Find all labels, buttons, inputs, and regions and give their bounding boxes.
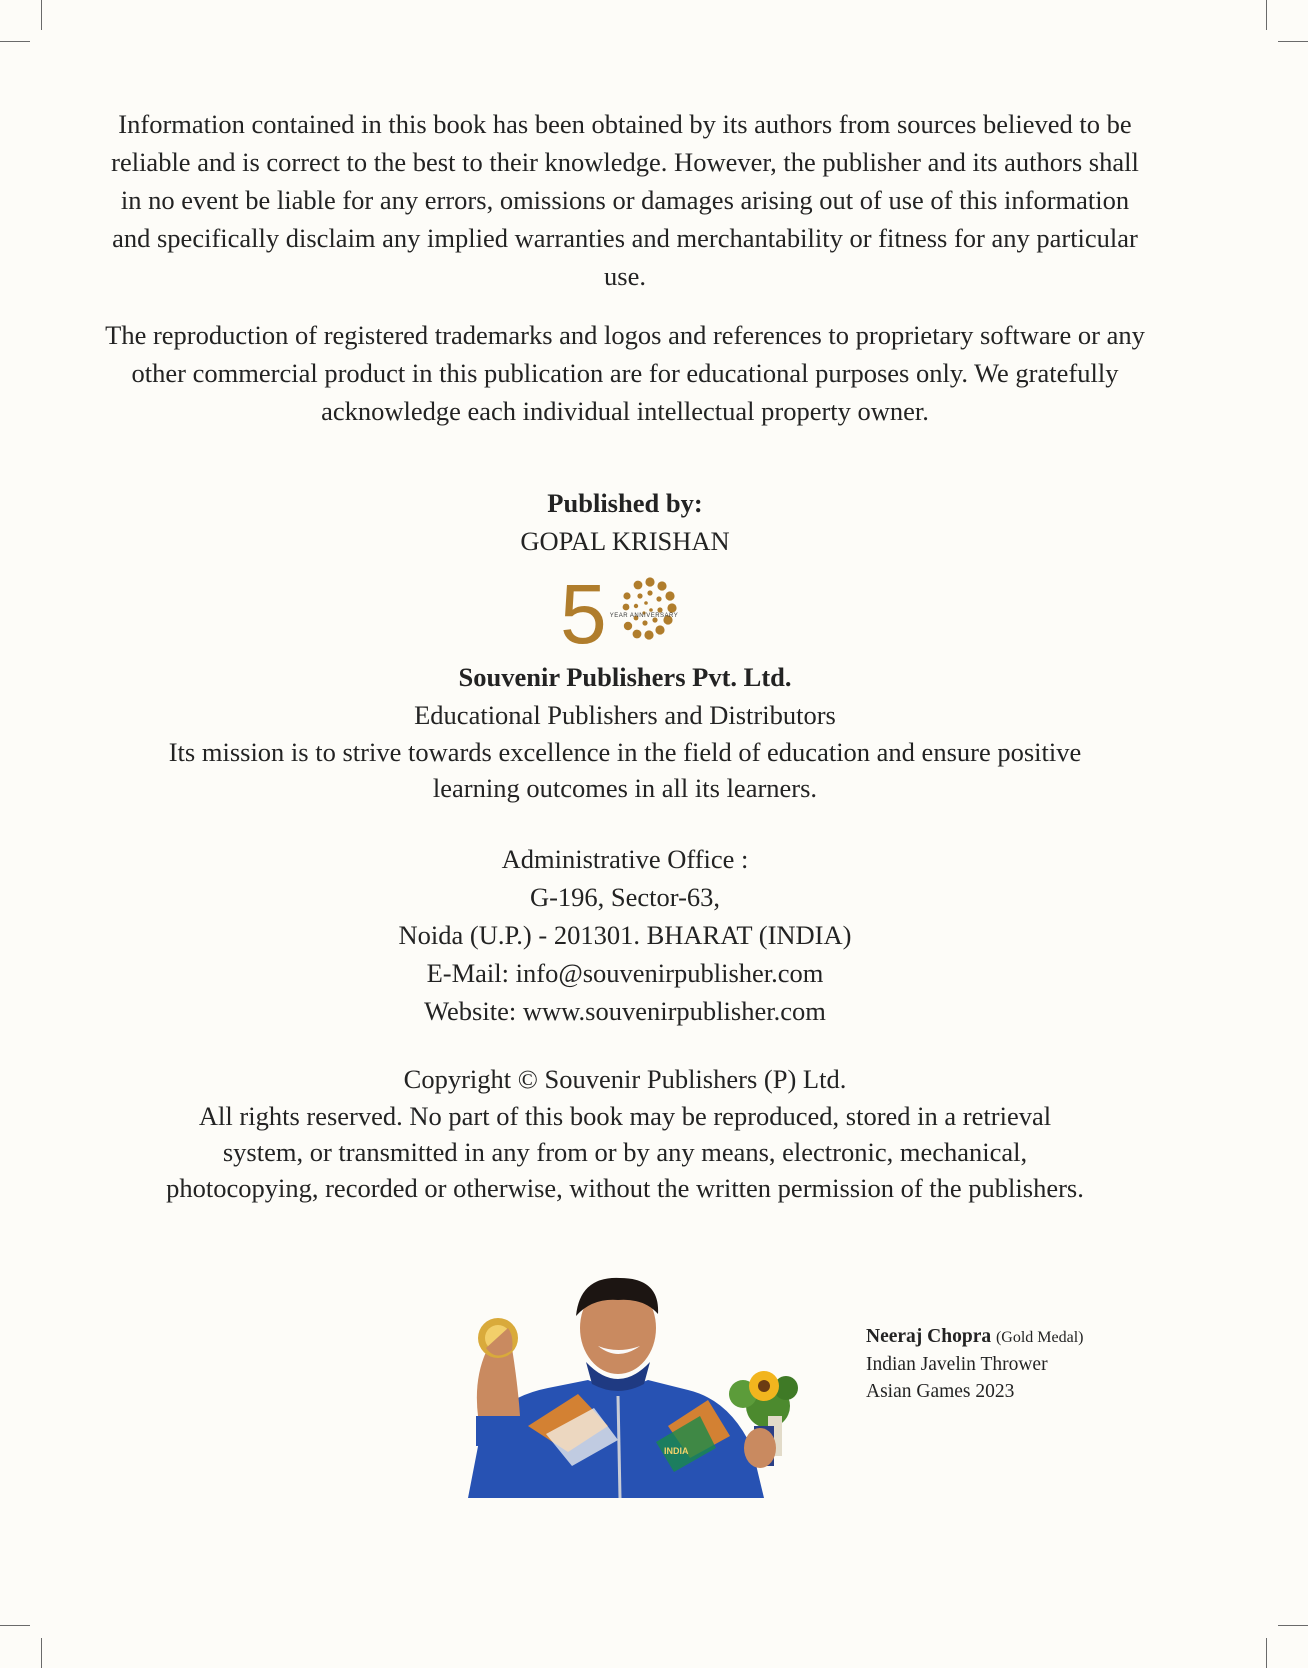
crop-mark [41, 1638, 42, 1668]
address-section [100, 840, 1150, 1030]
logo-number: 5 [560, 576, 607, 648]
caption-line-3: Asian Games 2023 [866, 1381, 1015, 1402]
company-section [100, 658, 1150, 806]
address-heading: Administrative Office : [501, 844, 749, 874]
crop-mark [41, 0, 42, 30]
anniversary-logo [560, 576, 686, 648]
logo-dot-ring [623, 577, 677, 639]
caption-name: Neeraj Chopra [866, 1326, 992, 1347]
crop-mark [1266, 0, 1267, 30]
company-name: Souvenir Publishers Pvt. Ltd. [458, 662, 792, 692]
rights-text: All rights reserved. No part of this book may be reproduced, stored in a retrieval system, or transmitted in any from or by any means, electronic, mechanical, photocopying, recorded or otherwise, without the written permission of the publishers. [166, 1101, 1084, 1203]
address-line-1: G-196, Sector-63, [529, 882, 721, 912]
trademark-section [100, 316, 1150, 430]
crop-mark [0, 1625, 30, 1626]
publisher-name: GOPAL KRISHAN [520, 526, 730, 556]
address-line-2: Noida (U.P.) - 201301. BHARAT (INDIA) [398, 920, 852, 950]
copyright-notice: Copyright © Souvenir Publishers (P) Ltd. [403, 1064, 847, 1094]
published-by-label: Published by: [547, 488, 703, 518]
company-tagline: Educational Publishers and Distributors [414, 700, 836, 730]
crop-mark [1266, 1638, 1267, 1668]
crop-mark [1278, 1625, 1308, 1626]
trademark-text: The reproduction of registered trademarks and logos and references to proprietary software or any other commercial product in this publication are for educational purposes only. We gratefully acknowledge each individual intellectual property owner. [105, 320, 1145, 426]
disclaimer-text: Information contained in this book has been obtained by its authors from sources believed to be reliable and is correct to the best to their knowledge. However, the publisher and its authors shall in no event be liable for any errors, omissions or damages arising out of use of this information and specifically disclaim any implied warranties and merchantability or fitness for any particular use. [111, 109, 1139, 291]
jersey-text: INDIA [664, 1446, 689, 1456]
published-by-label-wrap [100, 484, 1150, 522]
caption-line-1 [866, 1323, 1084, 1351]
website-line: Website: www.souvenirpublisher.com [424, 996, 826, 1026]
photo-caption [866, 1323, 1084, 1405]
caption-line-2: Indian Javelin Thrower [866, 1354, 1048, 1375]
logo-tagline: YEAR ANNIVERSARY [609, 613, 679, 619]
crop-mark [0, 41, 30, 42]
copyright-section [100, 1060, 1150, 1206]
publisher-name-wrap [100, 522, 1150, 560]
crop-mark [1278, 41, 1308, 42]
disclaimer-section [100, 105, 1150, 295]
athlete-figure [468, 1278, 776, 1498]
athlete-photo [468, 1276, 808, 1498]
company-mission: Its mission is to strive towards excellence in the field of education and ensure positive learning outcomes in all its learners. [168, 737, 1082, 803]
email-line: E-Mail: info@souvenirpublisher.com [426, 958, 824, 988]
caption-note: (Gold Medal) [995, 1329, 1084, 1346]
